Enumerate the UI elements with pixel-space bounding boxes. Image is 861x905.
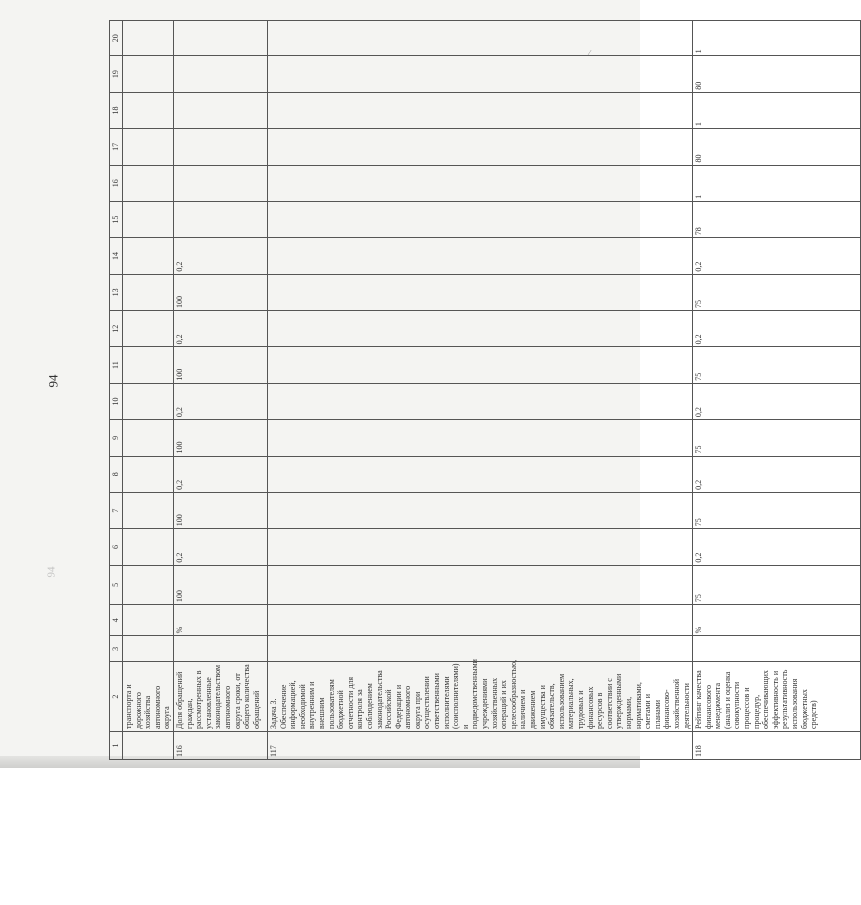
column-header-11: 11 (110, 347, 123, 383)
table-cell (123, 731, 174, 759)
table-cell: % (693, 605, 861, 636)
table-cell (123, 56, 174, 92)
table-cell: 78 (693, 201, 861, 237)
table-cell: 116 (173, 731, 267, 759)
table-cell (267, 383, 692, 419)
table-cell (123, 274, 174, 310)
table-cell: 0,2 (173, 311, 267, 347)
table-cell (123, 565, 174, 604)
table-cell (267, 21, 692, 56)
table-row (267, 21, 692, 760)
column-header-3: 3 (110, 636, 123, 662)
table-cell: 0,2 (173, 456, 267, 492)
table-cell: 0,2 (693, 456, 861, 492)
table-cell (123, 238, 174, 274)
table-cell (267, 274, 692, 310)
table-cell: 0,2 (693, 311, 861, 347)
column-header-5: 5 (110, 565, 123, 604)
table-cell (173, 129, 267, 165)
table-cell: 75 (693, 565, 861, 604)
table-cell (267, 201, 692, 237)
table-cell: 75 (693, 492, 861, 528)
table-cell (123, 456, 174, 492)
table-cell (267, 605, 692, 636)
table-cell (267, 56, 692, 92)
table-cell: 0,2 (173, 383, 267, 419)
column-header-20: 20 (110, 21, 123, 56)
table-cell: 100 (173, 492, 267, 528)
table-cell: 1 (693, 21, 861, 56)
table-cell (123, 311, 174, 347)
table-cell (123, 383, 174, 419)
table-cell (123, 165, 174, 201)
table-cell (267, 636, 692, 662)
table-cell: 100 (173, 420, 267, 456)
table-cell (123, 420, 174, 456)
table-cell: 80 (693, 129, 861, 165)
column-header-18: 18 (110, 92, 123, 128)
table-cell (267, 492, 692, 528)
column-header-19: 19 (110, 56, 123, 92)
table-cell: 0,2 (693, 238, 861, 274)
table-cell (123, 201, 174, 237)
table-cell: Рейтинг качества финансового менеджмента (анализ и оценка совокупности процессов и процедур, обеспечивающих эффективность и результативность использования бюджетных средств) (693, 662, 861, 732)
table-cell (123, 636, 174, 662)
column-header-6: 6 (110, 529, 123, 565)
table-cell: 0,2 (173, 529, 267, 565)
table-cell: 0,2 (693, 383, 861, 419)
table-cell: 100 (173, 565, 267, 604)
table-cell: 1 (693, 165, 861, 201)
table-cell (173, 636, 267, 662)
table-row (123, 21, 174, 760)
table-cell: 0,2 (173, 238, 267, 274)
column-header-16: 16 (110, 165, 123, 201)
table-cell: 75 (693, 420, 861, 456)
ghost-page-number: 94 (45, 566, 58, 578)
column-header-7: 7 (110, 492, 123, 528)
table-cell (173, 92, 267, 128)
table-cell (123, 605, 174, 636)
table-cell (173, 56, 267, 92)
table-cell (267, 129, 692, 165)
column-header-8: 8 (110, 456, 123, 492)
indicator-table-wrap (109, 20, 819, 760)
table-cell (267, 347, 692, 383)
table-cell (267, 420, 692, 456)
column-header-14: 14 (110, 238, 123, 274)
table-cell: Задача 3. Обеспечение информацией, необходимой внутренним и внешним пользователям бюджетной отчетности для контроля за соблюдением законодательства Российской Федерации и автономного округа при осуществлении ответственными исполнителями (соисполнителями) и подведомственными учреждениями хозяйственных операций и их целесообразностью, наличием и движением имущества и обязательств, использованием материальных, трудовых и финансовых ресурсов в соответствии с утвержденными нормами, нормативами, сметами и планами финансово-хозяйственной деятельности (267, 662, 692, 732)
column-header-1: 1 (110, 731, 123, 759)
table-cell (123, 129, 174, 165)
table-cell: 75 (693, 274, 861, 310)
table-cell: 75 (693, 347, 861, 383)
scan-speck: ⁄ (589, 49, 591, 57)
table-cell (123, 21, 174, 56)
table-cell (267, 165, 692, 201)
table-cell: 100 (173, 274, 267, 310)
column-header-17: 17 (110, 129, 123, 165)
column-header-4: 4 (110, 605, 123, 636)
table-cell (693, 636, 861, 662)
table-cell (267, 456, 692, 492)
table-cell: 117 (267, 731, 692, 759)
table-cell (267, 565, 692, 604)
table-row (693, 21, 861, 760)
table-cell: 0,2 (693, 529, 861, 565)
table-cell: % (173, 605, 267, 636)
table-cell: Доля обращений граждан, рассмотренных в установленные законодательством автономного округа сроки, от общего количества обращений (173, 662, 267, 732)
header-row (110, 21, 123, 760)
table-cell (173, 201, 267, 237)
table-cell (173, 165, 267, 201)
table-cell: 1 (693, 92, 861, 128)
table-cell: транспорта и дорожного хозяйства автономного округа (123, 662, 174, 732)
column-header-12: 12 (110, 311, 123, 347)
table-cell (123, 492, 174, 528)
table-cell (123, 529, 174, 565)
table-cell (173, 21, 267, 56)
page-number: 94 (45, 374, 61, 388)
table-cell (267, 92, 692, 128)
table-row (173, 21, 267, 760)
column-header-15: 15 (110, 201, 123, 237)
column-header-10: 10 (110, 383, 123, 419)
column-header-13: 13 (110, 274, 123, 310)
table-cell (267, 529, 692, 565)
table-cell (267, 311, 692, 347)
table-cell: 80 (693, 56, 861, 92)
column-header-2: 2 (110, 662, 123, 732)
table-cell (123, 92, 174, 128)
indicator-table (109, 20, 861, 760)
table-cell: 100 (173, 347, 267, 383)
column-header-9: 9 (110, 420, 123, 456)
table-cell (123, 347, 174, 383)
table-cell (267, 238, 692, 274)
table-cell: 118 (693, 731, 861, 759)
